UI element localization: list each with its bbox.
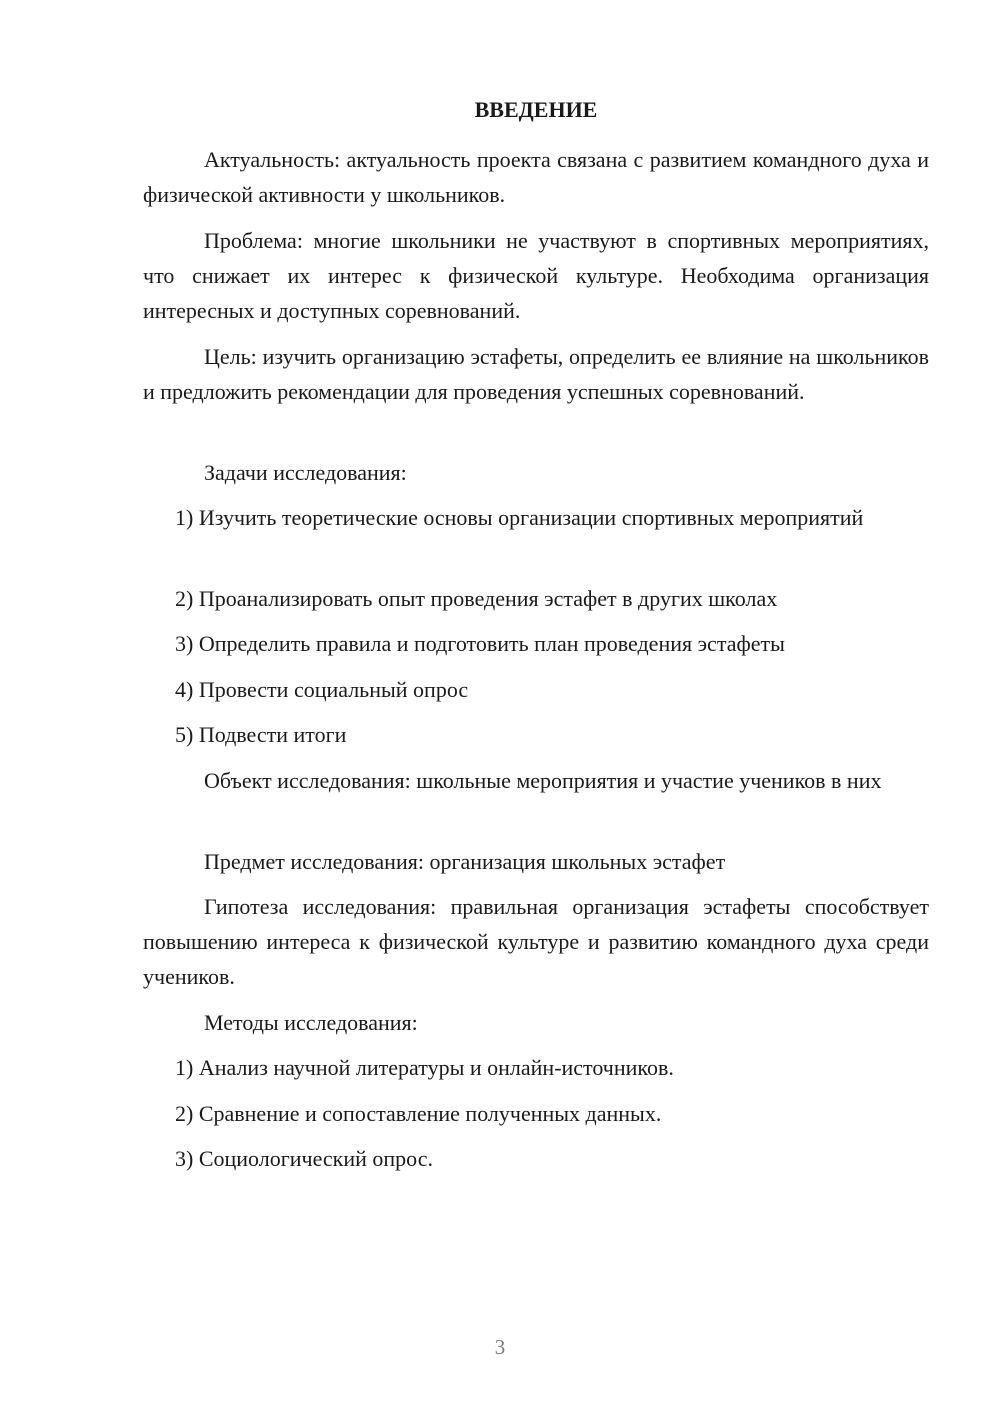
problem-paragraph: Проблема: многие школьники не участвуют в спортивных мероприятиях, что снижает их интерес к физической культуре. Необходима организация интересных и доступных соревнований. [143, 228, 929, 323]
page-number: 3 [494, 1335, 506, 1359]
task-item: 3) Определить правила и подготовить план проведения эстафеты [175, 631, 785, 656]
task-item: 4) Провести социальный опрос [175, 677, 469, 702]
object-paragraph: Объект исследования: школьные мероприятия и участие учеников в них [204, 768, 882, 793]
method-item: 2) Сравнение и сопоставление полученных данных. [175, 1101, 662, 1126]
page-title: ВВЕДЕНИЕ [474, 97, 598, 122]
subject-paragraph: Предмет исследования: организация школьных эстафет [204, 849, 726, 874]
method-item: 1) Анализ научной литературы и онлайн-источников. [175, 1055, 674, 1080]
goal-paragraph: Цель: изучить организацию эстафеты, определить ее влияние на школьников и предложить рекомендации для проведения успешных соревнований. [143, 344, 929, 404]
hypothesis-paragraph: Гипотеза исследования: правильная организация эстафеты способствует повышению интереса к физической культуре и развитию командного духа среди учеников. [143, 894, 929, 989]
tasks-heading: Задачи исследования: [204, 460, 407, 485]
task-item: 1) Изучить теоретические основы организации спортивных мероприятий [175, 505, 864, 530]
methods-heading: Методы исследования: [204, 1010, 418, 1035]
task-item: 2) Проанализировать опыт проведения эстафет в других школах [175, 586, 778, 611]
method-item: 3) Социологический опрос. [175, 1146, 433, 1171]
relevance-paragraph: Актуальность: актуальность проекта связана с развитием командного духа и физической активности у школьников. [143, 147, 929, 207]
task-item: 5) Подвести итоги [175, 722, 347, 747]
